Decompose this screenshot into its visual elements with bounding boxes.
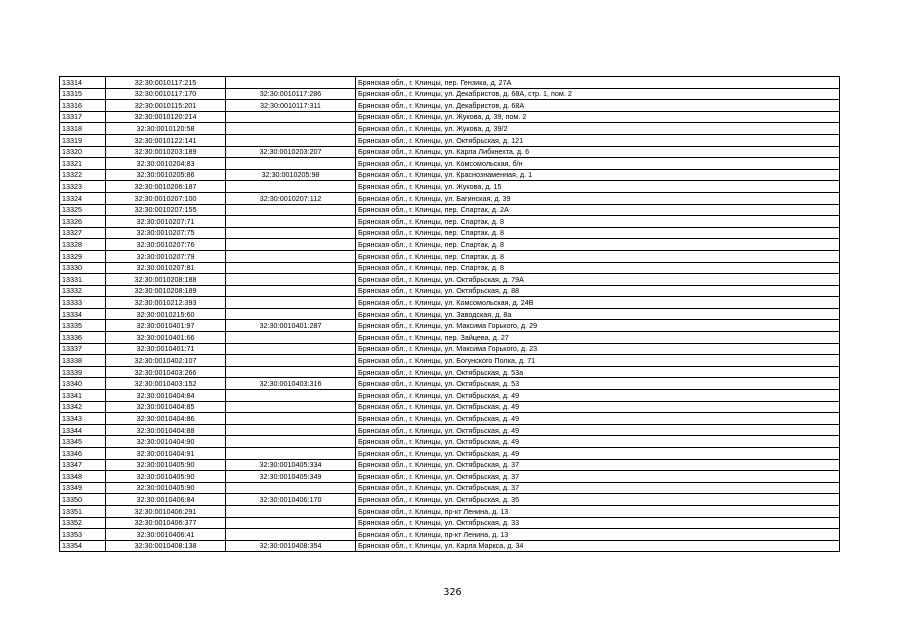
- cadastral-number-cell: 32:30:0010207:75: [106, 227, 226, 239]
- table-row: [60, 540, 840, 552]
- secondary-cadastral-number-cell: [226, 308, 356, 320]
- table-row: [60, 100, 840, 112]
- cadastral-number-cell: 32:30:0010207:100: [106, 192, 226, 204]
- secondary-cadastral-number-cell: [226, 77, 356, 89]
- address-cell: Брянская обл., г. Клинцы, пер. Спартак, д. 8: [356, 216, 840, 228]
- table-row: [60, 308, 840, 320]
- table-row: [60, 529, 840, 541]
- secondary-cadastral-number-cell: [226, 285, 356, 297]
- secondary-cadastral-number-cell: [226, 123, 356, 135]
- secondary-cadastral-number-cell: [226, 529, 356, 541]
- secondary-cadastral-number-cell: 32:30:0010403:316: [226, 378, 356, 390]
- address-cell: Брянская обл., г. Клинцы, ул. Октябрьская, д. 53а: [356, 366, 840, 378]
- row-number-cell: 13323: [60, 181, 106, 193]
- secondary-cadastral-number-cell: 32:30:0010401:287: [226, 320, 356, 332]
- table-row: [60, 459, 840, 471]
- table-row: [60, 471, 840, 483]
- secondary-cadastral-number-cell: [226, 505, 356, 517]
- address-cell: Брянская обл., г. Клинцы, пр-кт Ленина, д. 13: [356, 505, 840, 517]
- table-row: [60, 239, 840, 251]
- row-number-cell: 13327: [60, 227, 106, 239]
- secondary-cadastral-number-cell: [226, 297, 356, 309]
- row-number-cell: 13317: [60, 111, 106, 123]
- secondary-cadastral-number-cell: [226, 158, 356, 170]
- cadastral-number-cell: 32:30:0010401:71: [106, 343, 226, 355]
- row-number-cell: 13342: [60, 401, 106, 413]
- address-cell: Брянская обл., г. Клинцы, ул. Октябрьская, д. 53: [356, 378, 840, 390]
- row-number-cell: 13354: [60, 540, 106, 552]
- registry-table-body: [60, 77, 840, 552]
- cadastral-number-cell: 32:30:0010404:90: [106, 436, 226, 448]
- row-number-cell: 13318: [60, 123, 106, 135]
- secondary-cadastral-number-cell: 32:30:0010203:207: [226, 146, 356, 158]
- cadastral-number-cell: 32:30:0010406:377: [106, 517, 226, 529]
- cadastral-number-cell: 32:30:0010404:91: [106, 448, 226, 460]
- address-cell: Брянская обл., г. Клинцы, ул. Октябрьская, д. 35: [356, 494, 840, 506]
- secondary-cadastral-number-cell: [226, 413, 356, 425]
- address-cell: Брянская обл., г. Клинцы, ул. Краснознаменная, д. 1: [356, 169, 840, 181]
- row-number-cell: 13345: [60, 436, 106, 448]
- row-number-cell: 13347: [60, 459, 106, 471]
- secondary-cadastral-number-cell: [226, 227, 356, 239]
- address-cell: Брянская обл., г. Клинцы, ул. Карла Маркса, д. 34: [356, 540, 840, 552]
- secondary-cadastral-number-cell: 32:30:0010405:349: [226, 471, 356, 483]
- table-row: [60, 390, 840, 402]
- table-row: [60, 192, 840, 204]
- secondary-cadastral-number-cell: [226, 355, 356, 367]
- row-number-cell: 13329: [60, 250, 106, 262]
- address-cell: Брянская обл., г. Клинцы, ул. Октябрьская, д. 37: [356, 482, 840, 494]
- secondary-cadastral-number-cell: [226, 390, 356, 402]
- row-number-cell: 13348: [60, 471, 106, 483]
- table-row: [60, 401, 840, 413]
- cadastral-number-cell: 32:30:0010207:81: [106, 262, 226, 274]
- table-row: [60, 320, 840, 332]
- row-number-cell: 13314: [60, 77, 106, 89]
- cadastral-number-cell: 32:30:0010403:152: [106, 378, 226, 390]
- table-row: [60, 378, 840, 390]
- row-number-cell: 13325: [60, 204, 106, 216]
- address-cell: Брянская обл., г. Клинцы, пер. Спартак, д. 2А: [356, 204, 840, 216]
- row-number-cell: 13319: [60, 134, 106, 146]
- address-cell: Брянская обл., г. Клинцы, ул. Жукова, д. 39/2: [356, 123, 840, 135]
- cadastral-number-cell: 32:30:0010208:189: [106, 285, 226, 297]
- address-cell: Брянская обл., г. Клинцы, ул. Октябрьская, д. 88: [356, 285, 840, 297]
- secondary-cadastral-number-cell: [226, 111, 356, 123]
- cadastral-number-cell: 32:30:0010404:86: [106, 413, 226, 425]
- table-row: [60, 181, 840, 193]
- cadastral-number-cell: 32:30:0010205:86: [106, 169, 226, 181]
- table-row: [60, 274, 840, 286]
- row-number-cell: 13315: [60, 88, 106, 100]
- address-cell: Брянская обл., г. Клинцы, ул. Карла Либкнехта, д. 6: [356, 146, 840, 158]
- page-number: 326: [443, 587, 462, 598]
- secondary-cadastral-number-cell: [226, 134, 356, 146]
- address-cell: Брянская обл., г. Клинцы, ул. Октябрьская, д. 49: [356, 448, 840, 460]
- cadastral-number-cell: 32:30:0010115:201: [106, 100, 226, 112]
- address-cell: Брянская обл., г. Клинцы, пер. Спартак, д. 8: [356, 262, 840, 274]
- row-number-cell: 13341: [60, 390, 106, 402]
- cadastral-number-cell: 32:30:0010405:90: [106, 459, 226, 471]
- cadastral-number-cell: 32:30:0010405:90: [106, 471, 226, 483]
- address-cell: Брянская обл., г. Клинцы, ул. Октябрьская, д. 79А: [356, 274, 840, 286]
- address-cell: Брянская обл., г. Клинцы, пер. Спартак, д. 8: [356, 250, 840, 262]
- address-cell: Брянская обл., г. Клинцы, ул. Октябрьская, д. 37: [356, 459, 840, 471]
- cadastral-number-cell: 32:30:0010117:170: [106, 88, 226, 100]
- address-cell: Брянская обл., г. Клинцы, ул. Декабристов, д. 68А: [356, 100, 840, 112]
- secondary-cadastral-number-cell: [226, 343, 356, 355]
- cadastral-number-cell: 32:30:0010207:76: [106, 239, 226, 251]
- cadastral-number-cell: 32:30:0010122:141: [106, 134, 226, 146]
- row-number-cell: 13324: [60, 192, 106, 204]
- cadastral-number-cell: 32:30:0010120:58: [106, 123, 226, 135]
- cadastral-number-cell: 32:30:0010404:84: [106, 390, 226, 402]
- address-cell: Брянская обл., г. Клинцы, ул. Жукова, д. 15: [356, 181, 840, 193]
- address-cell: Брянская обл., г. Клинцы, ул. Максима Горького, д. 29: [356, 320, 840, 332]
- row-number-cell: 13334: [60, 308, 106, 320]
- row-number-cell: 13330: [60, 262, 106, 274]
- row-number-cell: 13339: [60, 366, 106, 378]
- cadastral-number-cell: 32:30:0010208:188: [106, 274, 226, 286]
- cadastral-number-cell: 32:30:0010212:393: [106, 297, 226, 309]
- cadastral-number-cell: 32:30:0010207:71: [106, 216, 226, 228]
- secondary-cadastral-number-cell: 32:30:0010406:170: [226, 494, 356, 506]
- row-number-cell: 13321: [60, 158, 106, 170]
- address-cell: Брянская обл., г. Клинцы, ул. Заводская, д. 8а: [356, 308, 840, 320]
- cadastral-number-cell: 32:30:0010406:41: [106, 529, 226, 541]
- property-registry-table: [59, 76, 840, 552]
- secondary-cadastral-number-cell: 32:30:0010207:112: [226, 192, 356, 204]
- cadastral-number-cell: 32:30:0010117:215: [106, 77, 226, 89]
- table-row: [60, 262, 840, 274]
- table-row: [60, 436, 840, 448]
- table-row: [60, 146, 840, 158]
- table-row: [60, 448, 840, 460]
- secondary-cadastral-number-cell: [226, 239, 356, 251]
- row-number-cell: 13346: [60, 448, 106, 460]
- table-row: [60, 413, 840, 425]
- table-row: [60, 123, 840, 135]
- address-cell: Брянская обл., г. Клинцы, ул. Октябрьская, д. 49: [356, 413, 840, 425]
- cadastral-number-cell: 32:30:0010404:88: [106, 424, 226, 436]
- address-cell: Брянская обл., г. Клинцы, ул. Октябрьская, д. 37: [356, 471, 840, 483]
- cadastral-number-cell: 32:30:0010406:291: [106, 505, 226, 517]
- cadastral-number-cell: 32:30:0010120:214: [106, 111, 226, 123]
- table-row: [60, 169, 840, 181]
- table-row: [60, 134, 840, 146]
- row-number-cell: 13352: [60, 517, 106, 529]
- secondary-cadastral-number-cell: [226, 401, 356, 413]
- secondary-cadastral-number-cell: [226, 482, 356, 494]
- address-cell: Брянская обл., г. Клинцы, ул. Октябрьская, д. 49: [356, 436, 840, 448]
- cadastral-number-cell: 32:30:0010204:83: [106, 158, 226, 170]
- address-cell: Брянская обл., г. Клинцы, ул. Октябрьская, д. 121: [356, 134, 840, 146]
- secondary-cadastral-number-cell: 32:30:0010405:334: [226, 459, 356, 471]
- cadastral-number-cell: 32:30:0010207:155: [106, 204, 226, 216]
- table-row: [60, 216, 840, 228]
- secondary-cadastral-number-cell: [226, 332, 356, 344]
- address-cell: Брянская обл., г. Клинцы, пр-кт Ленина, д. 13: [356, 529, 840, 541]
- cadastral-number-cell: 32:30:0010401:66: [106, 332, 226, 344]
- row-number-cell: 13350: [60, 494, 106, 506]
- row-number-cell: 13338: [60, 355, 106, 367]
- cadastral-number-cell: 32:30:0010215:60: [106, 308, 226, 320]
- table-row: [60, 285, 840, 297]
- table-row: [60, 111, 840, 123]
- table-row: [60, 366, 840, 378]
- cadastral-number-cell: 32:30:0010206:187: [106, 181, 226, 193]
- row-number-cell: 13335: [60, 320, 106, 332]
- cadastral-number-cell: 32:30:0010203:189: [106, 146, 226, 158]
- address-cell: Брянская обл., г. Клинцы, ул. Октябрьская, д. 49: [356, 390, 840, 402]
- row-number-cell: 13332: [60, 285, 106, 297]
- table-row: [60, 227, 840, 239]
- row-number-cell: 13349: [60, 482, 106, 494]
- address-cell: Брянская обл., г. Клинцы, ул. Октябрьская, д. 49: [356, 424, 840, 436]
- row-number-cell: 13326: [60, 216, 106, 228]
- cadastral-number-cell: 32:30:0010405:90: [106, 482, 226, 494]
- secondary-cadastral-number-cell: [226, 436, 356, 448]
- address-cell: Брянская обл., г. Клинцы, пер. Зайцева, д. 27: [356, 332, 840, 344]
- address-cell: Брянская обл., г. Клинцы, пер. Спартак, д. 8: [356, 239, 840, 251]
- secondary-cadastral-number-cell: [226, 204, 356, 216]
- secondary-cadastral-number-cell: [226, 250, 356, 262]
- address-cell: Брянская обл., г. Клинцы, ул. Комсомольская, д. 24В: [356, 297, 840, 309]
- secondary-cadastral-number-cell: [226, 366, 356, 378]
- row-number-cell: 13331: [60, 274, 106, 286]
- row-number-cell: 13328: [60, 239, 106, 251]
- secondary-cadastral-number-cell: 32:30:0010205:98: [226, 169, 356, 181]
- table-row: [60, 517, 840, 529]
- cadastral-number-cell: 32:30:0010404:85: [106, 401, 226, 413]
- row-number-cell: 13336: [60, 332, 106, 344]
- cadastral-number-cell: 32:30:0010408:138: [106, 540, 226, 552]
- row-number-cell: 13340: [60, 378, 106, 390]
- address-cell: Брянская обл., г. Клинцы, ул. Октябрьская, д. 33: [356, 517, 840, 529]
- address-cell: Брянская обл., г. Клинцы, ул. Комсомольская, б/н: [356, 158, 840, 170]
- secondary-cadastral-number-cell: 32:30:0010117:311: [226, 100, 356, 112]
- table-row: [60, 250, 840, 262]
- cadastral-number-cell: 32:30:0010401:97: [106, 320, 226, 332]
- secondary-cadastral-number-cell: [226, 262, 356, 274]
- table-row: [60, 204, 840, 216]
- row-number-cell: 13351: [60, 505, 106, 517]
- cadastral-number-cell: 32:30:0010403:266: [106, 366, 226, 378]
- row-number-cell: 13333: [60, 297, 106, 309]
- table-row: [60, 494, 840, 506]
- row-number-cell: 13337: [60, 343, 106, 355]
- secondary-cadastral-number-cell: [226, 424, 356, 436]
- address-cell: Брянская обл., г. Клинцы, пер. Спартак, д. 8: [356, 227, 840, 239]
- row-number-cell: 13320: [60, 146, 106, 158]
- row-number-cell: 13316: [60, 100, 106, 112]
- cadastral-number-cell: 32:30:0010207:79: [106, 250, 226, 262]
- address-cell: Брянская обл., г. Клинцы, ул. Багинская, д. 39: [356, 192, 840, 204]
- cadastral-number-cell: 32:30:0010406:84: [106, 494, 226, 506]
- address-cell: Брянская обл., г. Клинцы, пер. Гензика, д. 27А: [356, 77, 840, 89]
- address-cell: Брянская обл., г. Клинцы, ул. Декабристов, д. 68А, стр. 1, пом. 2: [356, 88, 840, 100]
- secondary-cadastral-number-cell: [226, 448, 356, 460]
- table-row: [60, 297, 840, 309]
- table-row: [60, 505, 840, 517]
- table-row: [60, 88, 840, 100]
- address-cell: Брянская обл., г. Клинцы, ул. Октябрьская, д. 49: [356, 401, 840, 413]
- secondary-cadastral-number-cell: [226, 517, 356, 529]
- secondary-cadastral-number-cell: [226, 181, 356, 193]
- row-number-cell: 13344: [60, 424, 106, 436]
- row-number-cell: 13353: [60, 529, 106, 541]
- table-row: [60, 424, 840, 436]
- secondary-cadastral-number-cell: 32:30:0010408:354: [226, 540, 356, 552]
- row-number-cell: 13322: [60, 169, 106, 181]
- table-row: [60, 482, 840, 494]
- table-row: [60, 77, 840, 89]
- table-row: [60, 332, 840, 344]
- address-cell: Брянская обл., г. Клинцы, ул. Жукова, д. 39, пом. 2: [356, 111, 840, 123]
- cadastral-number-cell: 32:30:0010402:107: [106, 355, 226, 367]
- table-row: [60, 158, 840, 170]
- address-cell: Брянская обл., г. Клинцы, ул. Богунского Полка, д. 71: [356, 355, 840, 367]
- row-number-cell: 13343: [60, 413, 106, 425]
- secondary-cadastral-number-cell: [226, 216, 356, 228]
- table-row: [60, 355, 840, 367]
- address-cell: Брянская обл., г. Клинцы, ул. Максима Горького, д. 23: [356, 343, 840, 355]
- secondary-cadastral-number-cell: 32:30:0010117:286: [226, 88, 356, 100]
- secondary-cadastral-number-cell: [226, 274, 356, 286]
- table-row: [60, 343, 840, 355]
